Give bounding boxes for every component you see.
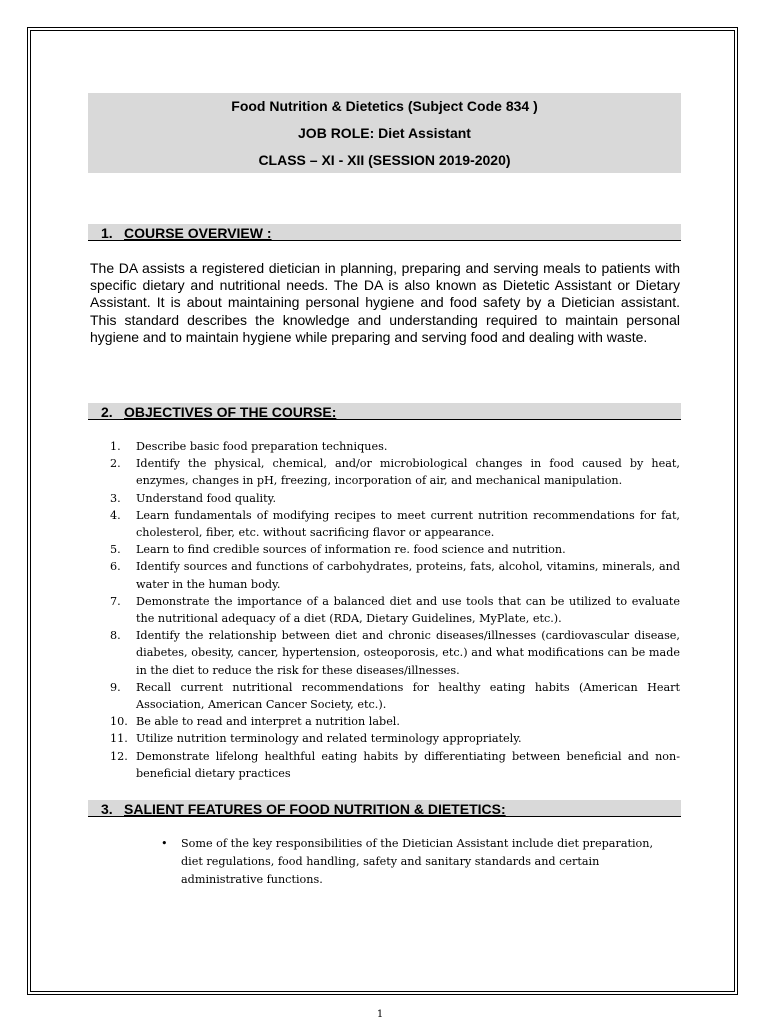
list-item (110, 679, 680, 713)
item-text: Understand food quality. (136, 491, 277, 505)
section-title: OBJECTIVES OF THE COURSE: (124, 404, 337, 420)
list-item (110, 438, 680, 455)
item-text: Demonstrate lifelong healthful eating habits by differentiating between beneficial and non-beneficial dietary practices (136, 749, 680, 780)
section-heading-objectives (88, 403, 681, 420)
list-item (110, 541, 680, 558)
item-text: Identify the physical, chemical, and/or microbiological changes in food caused by heat, enzymes, changes in pH, freezing, incorporation of air, and mechanical manipulation. (136, 457, 680, 488)
list-item (110, 748, 680, 782)
section-title: SALIENT FEATURES OF FOOD NUTRITION & DIETETICS: (124, 801, 506, 817)
features-list (161, 835, 671, 889)
section-title: COURSE OVERVIEW : (124, 225, 272, 241)
bullet-icon: • (161, 837, 168, 850)
item-number: 7. (110, 594, 121, 608)
item-number: 5. (110, 543, 121, 557)
item-text: Learn fundamentals of modifying recipes to meet current nutrition recommendations for fat, cholesterol, fiber, etc. without sacrificing flavor or appearance. (136, 508, 680, 540)
item-text: Demonstrate the importance of a balanced diet and use tools that can be utilized to evaluate the nutritional adequacy of a diet (RDA, Dietary Guidelines, MyPlate, etc.). (136, 594, 680, 626)
item-number: 10. (110, 715, 128, 729)
job-role-title: JOB ROLE: Diet Assistant (298, 125, 471, 141)
objectives-list (110, 438, 680, 782)
item-number: 2. (110, 457, 121, 471)
subject-title: Food Nutrition & Dietetics (Subject Code 834 ) (231, 98, 538, 114)
item-text: Learn to find credible sources of information re. food science and nutrition. (136, 543, 566, 557)
list-item (110, 730, 680, 747)
item-number: 8. (110, 629, 121, 643)
list-item (110, 713, 680, 730)
item-text: Identify sources and functions of carbohydrates, proteins, fats, alcohol, vitamins, minerals, and water in the human body. (136, 560, 680, 591)
section-number: 1. (101, 225, 113, 241)
item-text: Some of the key responsibilities of the Dietician Assistant include diet preparation, diet regulations, food handling, safety and sanitary standards and certain administrative functions. (181, 837, 654, 886)
section-number: 2. (101, 404, 113, 420)
page-number: 1 (376, 1009, 384, 1020)
list-item (110, 593, 680, 627)
list-item (110, 507, 680, 541)
section-heading-course-overview (88, 224, 681, 241)
section-number: 3. (101, 801, 113, 817)
item-number: 9. (110, 680, 121, 694)
item-number: 1. (110, 440, 121, 453)
item-text: Utilize nutrition terminology and related terminology appropriately. (136, 732, 522, 746)
item-text: Recall current nutritional recommendations for healthy eating habits (American Heart Association, American Cancer Society, etc.). (136, 680, 680, 712)
item-text: Describe basic food preparation techniques. (136, 440, 388, 453)
section-heading-salient-features (88, 800, 681, 817)
item-number: 6. (110, 560, 121, 574)
list-item (110, 490, 680, 507)
list-item (161, 835, 671, 889)
document-title-box (88, 93, 681, 173)
course-overview-paragraph: The DA assists a registered dietician in planning, preparing and serving meals to patients with specific dietary and nutritional needs. The DA is also known as Dietetic Assistant or Dietary Assistant. It is about maintaining personal hygiene and food safety by a Dietician assistant. This standard describes the knowledge and understanding required to maintain personal hygiene and to maintain hygiene while preparing and serving food and dealing with waste. (90, 260, 680, 345)
item-text: Identify the relationship between diet and chronic diseases/illnesses (cardiovascular disease, diabetes, obesity, cancer, hypertension, osteoporosis, etc.) and what modifications can be made in the diet to reduce the risk for these diseases/illnesses. (136, 629, 680, 677)
item-number: 3. (110, 491, 121, 505)
item-number: 11. (110, 732, 128, 746)
item-number: 4. (110, 508, 121, 522)
list-item (110, 558, 680, 592)
list-item (110, 627, 680, 679)
list-item (110, 455, 680, 489)
item-text: Be able to read and interpret a nutrition label. (136, 715, 400, 729)
item-number: 12. (110, 749, 128, 763)
class-session-title: CLASS – XI - XII (SESSION 2019-2020) (258, 152, 511, 168)
